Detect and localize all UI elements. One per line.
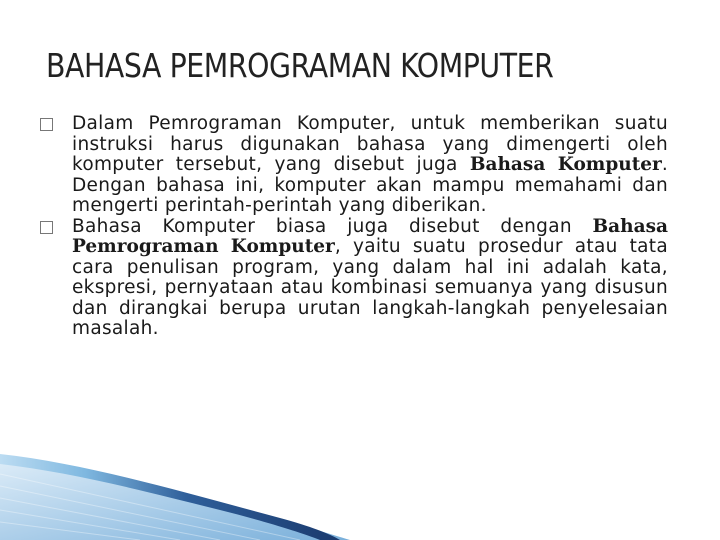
bullet-text-after: . Dengan bahasa ini, komputer akan mampu memahami dan mengerti perintah-perintah yang diberikan. xyxy=(72,154,668,216)
bullet-item-1 xyxy=(40,114,668,217)
bullet-text-before: Dalam Pemrograman Komputer, untuk memberikan suatu instruksi harus digunakan bahasa yang dimengerti oleh komputer tersebut, yang disebut juga xyxy=(72,113,668,175)
slide-title: BAHASA PEMROGRAMAN KOMPUTER xyxy=(46,46,554,85)
bullet-text-before: Bahasa Komputer biasa juga disebut dengan xyxy=(72,215,593,237)
square-bullet-icon xyxy=(40,221,53,234)
bullet-term: Bahasa Komputer xyxy=(469,154,662,175)
decorative-corner-wave xyxy=(0,450,720,540)
bullet-item-2 xyxy=(40,217,668,340)
bullet-text-after: , yaitu suatu prosedur atau tata cara penulisan program, yang dalam hal ini adalah kata, ekspresi, pernyataan atau kombinasi semuanya yang disusun dan dirangkai berupa urutan langkah-langkah penyelesaian masalah. xyxy=(72,236,668,339)
square-bullet-icon xyxy=(40,118,53,131)
slide-content xyxy=(40,114,668,340)
bullet-term: Bahasa Pemrograman Komputer xyxy=(72,215,668,257)
